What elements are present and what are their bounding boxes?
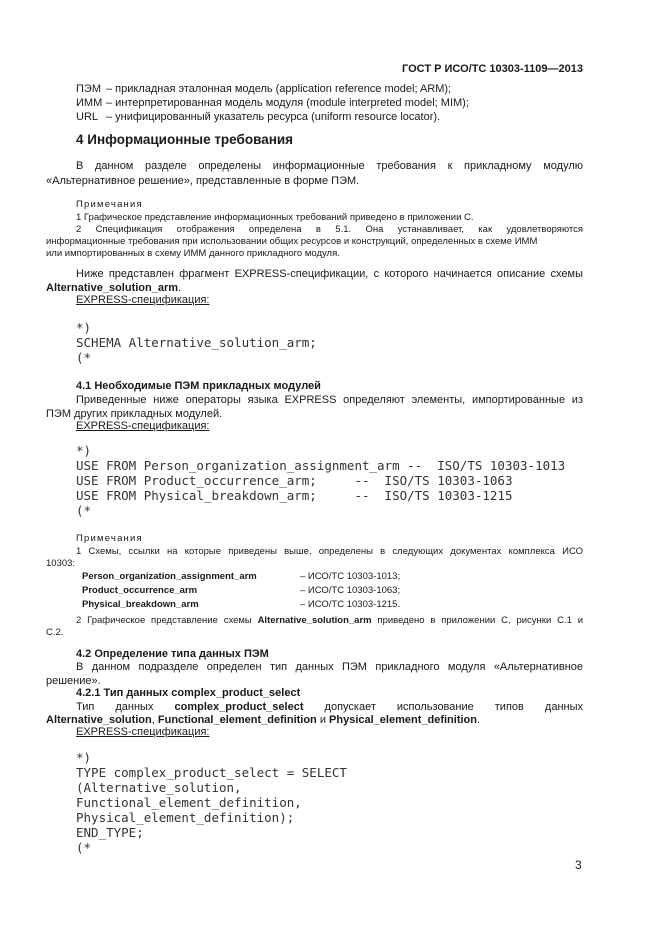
abbr-term: URL	[76, 111, 99, 123]
abbr-term: ИММ	[76, 97, 103, 109]
express-spec-label: EXPRESS-спецификация:	[76, 420, 210, 432]
section-4-intro-line1: В данном разделе определены информационные требования к прикладному модулю	[76, 160, 583, 172]
section-4-1-text-line1: Приведенные ниже операторы языка EXPRESS определяют элементы, импортированные из	[76, 394, 583, 406]
type-text: ,	[151, 714, 158, 726]
type-name: complex_product_select	[174, 701, 304, 713]
ref-document: – ИСО/ТС 10303-1013;	[300, 571, 401, 582]
type-name: Functional_element_definition	[157, 714, 317, 726]
abbreviation-pem	[76, 83, 451, 95]
note-schema-name: Alternative_solution_arm	[257, 615, 372, 626]
ref-document: – ИСО/ТС 10303-1215.	[300, 599, 401, 610]
express-code-type: *) TYPE complex_product_select = SELECT (Alternative_solution, Functional_element_definition, Physical_element_definition); END_TYPE; (*	[76, 750, 347, 855]
section-4-1-text-line2: ПЭМ других прикладных модулей.	[46, 408, 223, 420]
type-name: Physical_element_definition	[329, 714, 477, 726]
express-spec-label: EXPRESS-спецификация:	[76, 294, 210, 306]
note-2-line1: 2 Спецификация отображения определена в 5.1. Она устанавливает, как удовлетворяются	[76, 224, 583, 235]
page-number: 3	[575, 858, 582, 872]
note-2-line3: или импортированных в схему ИММ данного прикладного модуля.	[46, 248, 340, 259]
section-4-1-title: 4.1 Необходимые ПЭМ прикладных модулей	[76, 380, 321, 392]
abbr-text: – унифицированный указатель ресурса (uniform resource locator).	[106, 111, 441, 123]
schema-name: Alternative_solution_arm	[46, 282, 179, 294]
type-text: допускает использование типов данных	[303, 701, 583, 713]
abbr-text: – интерпретированная модель модуля (module interpreted model; MIM);	[106, 97, 469, 109]
schema-intro-end: .	[178, 282, 182, 294]
ref-schema-name: Physical_breakdown_arm	[82, 599, 199, 610]
ref-schema-name: Product_occurrence_arm	[82, 585, 198, 596]
abbr-text: – прикладная эталонная модель (application reference model; ARM);	[106, 83, 452, 95]
section-4-2-text-line2: решение».	[46, 675, 101, 687]
note-1: 1 Графическое представление информационных требований приведено в приложении С.	[76, 212, 474, 223]
express-spec-label: EXPRESS-спецификация:	[76, 726, 210, 738]
note-graphic-line2: С.2.	[46, 627, 64, 638]
express-code-schema: *) SCHEMA Alternative_solution_arm; (*	[76, 320, 317, 365]
section-4-title: 4 Информационные требования	[76, 132, 294, 147]
notes-label: Примечания	[76, 199, 143, 210]
section-4-intro-line2: «Альтернативное решение», представленные в форме ПЭМ.	[46, 175, 360, 187]
type-text: Тип данных	[76, 701, 175, 713]
note-refs-line2: 10303:	[46, 558, 76, 569]
type-text: и	[316, 714, 330, 726]
abbr-term: ПЭМ	[76, 83, 101, 95]
notes-label: Примечания	[76, 533, 143, 544]
ref-schema-name: Person_organization_assignment_arm	[82, 571, 257, 582]
abbreviation-url	[76, 111, 440, 123]
note-text: приведено в приложении С, рисунки С.1 и	[371, 615, 583, 626]
type-name: Alternative_solution	[46, 714, 152, 726]
schema-intro-line1: Ниже представлен фрагмент EXPRESS-спецификации, с которого начинается описание схемы	[76, 268, 583, 280]
standard-header: ГОСТ Р ИСО/ТС 10303-1109—2013	[402, 63, 583, 75]
type-text: .	[476, 714, 481, 726]
section-4-2-1-title: 4.2.1 Тип данных complex_product_select	[76, 687, 301, 699]
express-code-use-from: *) USE FROM Person_organization_assignment_arm -- ISO/TS 10303-1013 USE FROM Product_occurrence_arm; -- ISO/TS 10303-1063 USE FROM Physical_breakdown_arm; -- ISO/TS 10303-1215 (*	[76, 443, 566, 518]
ref-document: – ИСО/ТС 10303-1063;	[300, 585, 401, 596]
abbreviation-imm	[76, 97, 469, 109]
note-refs-line1: 1 Схемы, ссылки на которые приведены выше, определены в следующих документах комплекса ИСО	[76, 546, 583, 557]
section-4-2-title: 4.2 Определение типа данных ПЭМ	[76, 648, 269, 660]
note-2-line2: информационные требования при использовании общих ресурсов и конструкций, определенных в схеме ИММ	[46, 236, 538, 247]
note-text: 2 Графическое представление схемы	[76, 615, 258, 626]
section-4-2-text-line1: В данном подразделе определен тип данных ПЭМ прикладного модуля «Альтернативное	[76, 661, 583, 673]
